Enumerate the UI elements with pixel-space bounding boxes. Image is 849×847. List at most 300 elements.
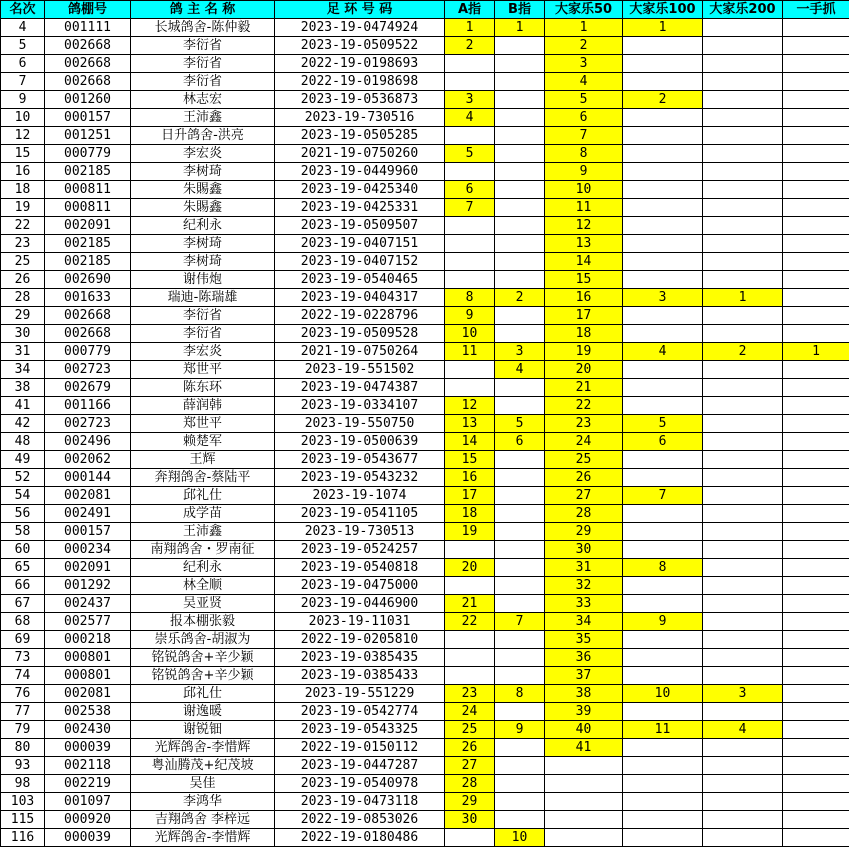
a-index-cell: 17 — [445, 487, 495, 505]
ring-number-cell: 2023-19-0509507 — [275, 217, 445, 235]
yishouzhua-cell — [783, 145, 849, 163]
a-index-cell: 30 — [445, 811, 495, 829]
b-index-cell — [495, 811, 545, 829]
dajiale-50-cell — [545, 829, 623, 847]
dajiale-100-cell: 1 — [623, 19, 703, 37]
ring-number-cell: 2023-19-0407152 — [275, 253, 445, 271]
table-row — [1, 811, 849, 829]
dajiale-200-cell — [703, 649, 783, 667]
rank-cell: 10 — [1, 109, 45, 127]
yishouzhua-cell — [783, 379, 849, 397]
owner-name-cell: 李衍省 — [131, 55, 275, 73]
dajiale-200-cell — [703, 55, 783, 73]
yishouzhua-cell — [783, 37, 849, 55]
rank-cell: 103 — [1, 793, 45, 811]
a-index-cell: 25 — [445, 721, 495, 739]
rank-cell: 4 — [1, 19, 45, 37]
owner-name-cell: 李衍省 — [131, 73, 275, 91]
owner-name-cell: 纪利永 — [131, 217, 275, 235]
table-row — [1, 703, 849, 721]
dajiale-50-cell — [545, 775, 623, 793]
dajiale-200-cell — [703, 271, 783, 289]
table-row — [1, 127, 849, 145]
dajiale-200-cell — [703, 577, 783, 595]
loft-number-cell: 002668 — [45, 73, 131, 91]
ring-number-cell: 2023-19-0473118 — [275, 793, 445, 811]
yishouzhua-cell — [783, 127, 849, 145]
a-index-cell: 21 — [445, 595, 495, 613]
owner-name-cell: 吴亚贤 — [131, 595, 275, 613]
yishouzhua-cell — [783, 667, 849, 685]
header-loft-number: 鸽棚号 — [45, 1, 131, 19]
b-index-cell — [495, 451, 545, 469]
a-index-cell — [445, 127, 495, 145]
dajiale-100-cell — [623, 217, 703, 235]
owner-name-cell: 报本棚张毅 — [131, 613, 275, 631]
dajiale-100-cell: 6 — [623, 433, 703, 451]
yishouzhua-cell — [783, 649, 849, 667]
table-row — [1, 145, 849, 163]
dajiale-200-cell — [703, 379, 783, 397]
rank-cell: 6 — [1, 55, 45, 73]
yishouzhua-cell — [783, 451, 849, 469]
table-row — [1, 577, 849, 595]
rank-cell: 16 — [1, 163, 45, 181]
table-row — [1, 649, 849, 667]
loft-number-cell: 000779 — [45, 145, 131, 163]
loft-number-cell: 000218 — [45, 631, 131, 649]
ring-number-cell: 2023-19-551229 — [275, 685, 445, 703]
owner-name-cell: 瑞迪-陈瑞雄 — [131, 289, 275, 307]
b-index-cell — [495, 235, 545, 253]
dajiale-50-cell: 26 — [545, 469, 623, 487]
dajiale-100-cell — [623, 775, 703, 793]
a-index-cell — [445, 235, 495, 253]
yishouzhua-cell — [783, 91, 849, 109]
loft-number-cell: 000234 — [45, 541, 131, 559]
a-index-cell: 4 — [445, 109, 495, 127]
rank-cell: 12 — [1, 127, 45, 145]
ring-number-cell: 2023-19-0505285 — [275, 127, 445, 145]
ring-number-cell: 2023-19-0540465 — [275, 271, 445, 289]
rank-cell: 76 — [1, 685, 45, 703]
owner-name-cell: 李衍省 — [131, 37, 275, 55]
yishouzhua-cell — [783, 55, 849, 73]
dajiale-200-cell — [703, 523, 783, 541]
loft-number-cell: 000157 — [45, 109, 131, 127]
rank-cell: 34 — [1, 361, 45, 379]
loft-number-cell: 001292 — [45, 577, 131, 595]
rank-cell: 68 — [1, 613, 45, 631]
b-index-cell — [495, 757, 545, 775]
table-row — [1, 469, 849, 487]
table-row — [1, 559, 849, 577]
b-index-cell — [495, 379, 545, 397]
loft-number-cell: 002091 — [45, 559, 131, 577]
yishouzhua-cell — [783, 199, 849, 217]
yishouzhua-cell — [783, 271, 849, 289]
dajiale-200-cell — [703, 505, 783, 523]
ring-number-cell: 2023-19-0385433 — [275, 667, 445, 685]
dajiale-100-cell — [623, 127, 703, 145]
b-index-cell: 3 — [495, 343, 545, 361]
dajiale-200-cell — [703, 127, 783, 145]
dajiale-100-cell — [623, 739, 703, 757]
table-row — [1, 109, 849, 127]
dajiale-50-cell — [545, 811, 623, 829]
ring-number-cell: 2023-19-0524257 — [275, 541, 445, 559]
a-index-cell: 2 — [445, 37, 495, 55]
dajiale-200-cell — [703, 433, 783, 451]
rank-cell: 52 — [1, 469, 45, 487]
dajiale-100-cell — [623, 181, 703, 199]
yishouzhua-cell — [783, 289, 849, 307]
owner-name-cell: 邱礼仕 — [131, 685, 275, 703]
b-index-cell — [495, 325, 545, 343]
yishouzhua-cell — [783, 415, 849, 433]
loft-number-cell: 002723 — [45, 361, 131, 379]
header-dajiale-100: 大家乐100 — [623, 1, 703, 19]
owner-name-cell: 吴佳 — [131, 775, 275, 793]
dajiale-50-cell — [545, 793, 623, 811]
b-index-cell: 6 — [495, 433, 545, 451]
owner-name-cell: 光辉鸽舍-李惜辉 — [131, 829, 275, 847]
loft-number-cell: 000157 — [45, 523, 131, 541]
owner-name-cell: 日升鸽舍-洪亮 — [131, 127, 275, 145]
table-row — [1, 541, 849, 559]
dajiale-50-cell: 17 — [545, 307, 623, 325]
ring-number-cell: 2023-19-0540818 — [275, 559, 445, 577]
dajiale-200-cell — [703, 109, 783, 127]
dajiale-100-cell — [623, 37, 703, 55]
dajiale-100-cell — [623, 469, 703, 487]
dajiale-200-cell — [703, 325, 783, 343]
ring-number-cell: 2021-19-0750260 — [275, 145, 445, 163]
rank-cell: 19 — [1, 199, 45, 217]
rank-cell: 79 — [1, 721, 45, 739]
loft-number-cell: 002577 — [45, 613, 131, 631]
loft-number-cell: 000801 — [45, 667, 131, 685]
owner-name-cell: 李树琦 — [131, 235, 275, 253]
dajiale-50-cell: 19 — [545, 343, 623, 361]
rank-cell: 26 — [1, 271, 45, 289]
yishouzhua-cell — [783, 829, 849, 847]
dajiale-50-cell: 30 — [545, 541, 623, 559]
rank-cell: 67 — [1, 595, 45, 613]
owner-name-cell: 崇乐鸽舍-胡淑为 — [131, 631, 275, 649]
a-index-cell: 14 — [445, 433, 495, 451]
dajiale-200-cell — [703, 415, 783, 433]
b-index-cell — [495, 217, 545, 235]
rank-cell: 56 — [1, 505, 45, 523]
dajiale-200-cell — [703, 487, 783, 505]
dajiale-100-cell — [623, 145, 703, 163]
rank-cell: 30 — [1, 325, 45, 343]
dajiale-50-cell: 10 — [545, 181, 623, 199]
owner-name-cell: 李树琦 — [131, 163, 275, 181]
ring-number-cell: 2023-19-0474387 — [275, 379, 445, 397]
dajiale-100-cell — [623, 793, 703, 811]
ring-number-cell: 2022-19-0228796 — [275, 307, 445, 325]
dajiale-200-cell — [703, 397, 783, 415]
a-index-cell — [445, 271, 495, 289]
ring-number-cell: 2023-19-730513 — [275, 523, 445, 541]
ring-number-cell: 2023-19-0536873 — [275, 91, 445, 109]
a-index-cell: 1 — [445, 19, 495, 37]
dajiale-50-cell: 9 — [545, 163, 623, 181]
dajiale-50-cell: 39 — [545, 703, 623, 721]
loft-number-cell: 002668 — [45, 37, 131, 55]
owner-name-cell: 纪利永 — [131, 559, 275, 577]
rank-cell: 42 — [1, 415, 45, 433]
a-index-cell — [445, 379, 495, 397]
dajiale-50-cell: 29 — [545, 523, 623, 541]
loft-number-cell: 002668 — [45, 325, 131, 343]
b-index-cell — [495, 523, 545, 541]
dajiale-100-cell — [623, 253, 703, 271]
dajiale-50-cell: 11 — [545, 199, 623, 217]
yishouzhua-cell — [783, 577, 849, 595]
header-b-index: B指 — [495, 1, 545, 19]
dajiale-50-cell: 22 — [545, 397, 623, 415]
ring-number-cell: 2023-19-0447287 — [275, 757, 445, 775]
dajiale-100-cell — [623, 199, 703, 217]
ring-number-cell: 2023-19-730516 — [275, 109, 445, 127]
owner-name-cell: 谢伟炮 — [131, 271, 275, 289]
rank-cell: 80 — [1, 739, 45, 757]
ring-number-cell: 2023-19-0500639 — [275, 433, 445, 451]
ring-number-cell: 2023-19-0407151 — [275, 235, 445, 253]
loft-number-cell: 000811 — [45, 199, 131, 217]
dajiale-200-cell — [703, 703, 783, 721]
rank-cell: 38 — [1, 379, 45, 397]
loft-number-cell: 000801 — [45, 649, 131, 667]
loft-number-cell: 000039 — [45, 739, 131, 757]
dajiale-200-cell — [703, 541, 783, 559]
dajiale-50-cell: 13 — [545, 235, 623, 253]
yishouzhua-cell — [783, 721, 849, 739]
ring-number-cell: 2023-19-0446900 — [275, 595, 445, 613]
yishouzhua-cell — [783, 559, 849, 577]
dajiale-200-cell — [703, 559, 783, 577]
owner-name-cell: 李宏炎 — [131, 343, 275, 361]
a-index-cell — [445, 217, 495, 235]
yishouzhua-cell — [783, 685, 849, 703]
a-index-cell: 9 — [445, 307, 495, 325]
loft-number-cell: 002081 — [45, 685, 131, 703]
rank-cell: 15 — [1, 145, 45, 163]
dajiale-100-cell: 11 — [623, 721, 703, 739]
ring-number-cell: 2023-19-0449960 — [275, 163, 445, 181]
yishouzhua-cell — [783, 469, 849, 487]
table-row — [1, 523, 849, 541]
b-index-cell — [495, 775, 545, 793]
dajiale-50-cell: 28 — [545, 505, 623, 523]
header-dajiale-200: 大家乐200 — [703, 1, 783, 19]
rank-cell: 77 — [1, 703, 45, 721]
loft-number-cell: 001166 — [45, 397, 131, 415]
dajiale-100-cell — [623, 379, 703, 397]
dajiale-200-cell — [703, 181, 783, 199]
rank-cell: 98 — [1, 775, 45, 793]
b-index-cell — [495, 505, 545, 523]
a-index-cell — [445, 163, 495, 181]
loft-number-cell: 002668 — [45, 55, 131, 73]
rank-cell: 7 — [1, 73, 45, 91]
dajiale-100-cell: 4 — [623, 343, 703, 361]
b-index-cell — [495, 739, 545, 757]
yishouzhua-cell — [783, 181, 849, 199]
dajiale-50-cell: 34 — [545, 613, 623, 631]
table-row — [1, 613, 849, 631]
ring-number-cell: 2023-19-0509528 — [275, 325, 445, 343]
table-row — [1, 685, 849, 703]
owner-name-cell: 铭锐鸽舍+辛少颖 — [131, 649, 275, 667]
dajiale-50-cell: 24 — [545, 433, 623, 451]
yishouzhua-cell — [783, 307, 849, 325]
rank-cell: 31 — [1, 343, 45, 361]
rank-cell: 5 — [1, 37, 45, 55]
dajiale-50-cell: 1 — [545, 19, 623, 37]
a-index-cell: 12 — [445, 397, 495, 415]
dajiale-50-cell — [545, 757, 623, 775]
dajiale-200-cell — [703, 307, 783, 325]
dajiale-100-cell — [623, 577, 703, 595]
dajiale-50-cell: 38 — [545, 685, 623, 703]
yishouzhua-cell — [783, 775, 849, 793]
dajiale-100-cell — [623, 541, 703, 559]
a-index-cell: 16 — [445, 469, 495, 487]
b-index-cell: 5 — [495, 415, 545, 433]
table-row — [1, 775, 849, 793]
dajiale-50-cell: 37 — [545, 667, 623, 685]
rank-cell: 41 — [1, 397, 45, 415]
yishouzhua-cell — [783, 397, 849, 415]
a-index-cell: 23 — [445, 685, 495, 703]
loft-number-cell: 002496 — [45, 433, 131, 451]
owner-name-cell: 邱礼仕 — [131, 487, 275, 505]
rank-cell: 22 — [1, 217, 45, 235]
ring-number-cell: 2023-19-0334107 — [275, 397, 445, 415]
loft-number-cell: 002679 — [45, 379, 131, 397]
a-index-cell: 3 — [445, 91, 495, 109]
a-index-cell — [445, 253, 495, 271]
loft-number-cell: 000144 — [45, 469, 131, 487]
a-index-cell: 10 — [445, 325, 495, 343]
dajiale-200-cell — [703, 613, 783, 631]
dajiale-50-cell: 20 — [545, 361, 623, 379]
dajiale-50-cell: 27 — [545, 487, 623, 505]
dajiale-200-cell — [703, 217, 783, 235]
owner-name-cell: 长城鸽舍-陈仲毅 — [131, 19, 275, 37]
b-index-cell — [495, 163, 545, 181]
owner-name-cell: 铭锐鸽舍+辛少颖 — [131, 667, 275, 685]
b-index-cell — [495, 667, 545, 685]
table-row — [1, 793, 849, 811]
dajiale-200-cell — [703, 631, 783, 649]
b-index-cell — [495, 307, 545, 325]
yishouzhua-cell — [783, 739, 849, 757]
dajiale-50-cell: 21 — [545, 379, 623, 397]
owner-name-cell: 谢锐钿 — [131, 721, 275, 739]
ring-number-cell: 2023-19-0385435 — [275, 649, 445, 667]
table-row — [1, 217, 849, 235]
a-index-cell — [445, 649, 495, 667]
owner-name-cell: 李树琦 — [131, 253, 275, 271]
dajiale-100-cell — [623, 829, 703, 847]
a-index-cell: 22 — [445, 613, 495, 631]
dajiale-100-cell — [623, 757, 703, 775]
b-index-cell — [495, 541, 545, 559]
dajiale-100-cell — [623, 667, 703, 685]
dajiale-50-cell: 12 — [545, 217, 623, 235]
rank-cell: 29 — [1, 307, 45, 325]
rank-cell: 54 — [1, 487, 45, 505]
ring-number-cell: 2023-19-551502 — [275, 361, 445, 379]
a-index-cell: 11 — [445, 343, 495, 361]
loft-number-cell: 002219 — [45, 775, 131, 793]
dajiale-200-cell — [703, 451, 783, 469]
dajiale-200-cell — [703, 757, 783, 775]
table-row — [1, 163, 849, 181]
b-index-cell — [495, 595, 545, 613]
a-index-cell: 13 — [445, 415, 495, 433]
ring-number-cell: 2021-19-0750264 — [275, 343, 445, 361]
dajiale-50-cell: 6 — [545, 109, 623, 127]
owner-name-cell: 王沛鑫 — [131, 523, 275, 541]
loft-number-cell: 000920 — [45, 811, 131, 829]
a-index-cell — [445, 667, 495, 685]
b-index-cell — [495, 55, 545, 73]
yishouzhua-cell — [783, 631, 849, 649]
loft-number-cell: 002538 — [45, 703, 131, 721]
owner-name-cell: 粤汕腾茂+纪茂坡 — [131, 757, 275, 775]
table-row — [1, 289, 849, 307]
table-row — [1, 721, 849, 739]
table-row — [1, 73, 849, 91]
ring-number-cell: 2023-19-0543325 — [275, 721, 445, 739]
table-row — [1, 253, 849, 271]
dajiale-50-cell: 8 — [545, 145, 623, 163]
a-index-cell — [445, 829, 495, 847]
dajiale-100-cell: 3 — [623, 289, 703, 307]
loft-number-cell: 000779 — [45, 343, 131, 361]
table-row — [1, 505, 849, 523]
dajiale-200-cell — [703, 145, 783, 163]
dajiale-200-cell: 4 — [703, 721, 783, 739]
rank-cell: 69 — [1, 631, 45, 649]
loft-number-cell: 001097 — [45, 793, 131, 811]
a-index-cell: 5 — [445, 145, 495, 163]
table-row — [1, 91, 849, 109]
ring-number-cell: 2022-19-0198698 — [275, 73, 445, 91]
yishouzhua-cell — [783, 595, 849, 613]
header-ring-number: 足 环 号 码 — [275, 1, 445, 19]
b-index-cell: 9 — [495, 721, 545, 739]
a-index-cell: 8 — [445, 289, 495, 307]
yishouzhua-cell — [783, 811, 849, 829]
dajiale-100-cell — [623, 703, 703, 721]
loft-number-cell: 002430 — [45, 721, 131, 739]
table-row — [1, 433, 849, 451]
loft-number-cell: 002185 — [45, 163, 131, 181]
ring-number-cell: 2022-19-0150112 — [275, 739, 445, 757]
a-index-cell: 18 — [445, 505, 495, 523]
dajiale-200-cell — [703, 199, 783, 217]
yishouzhua-cell — [783, 523, 849, 541]
yishouzhua-cell — [783, 757, 849, 775]
a-index-cell: 6 — [445, 181, 495, 199]
